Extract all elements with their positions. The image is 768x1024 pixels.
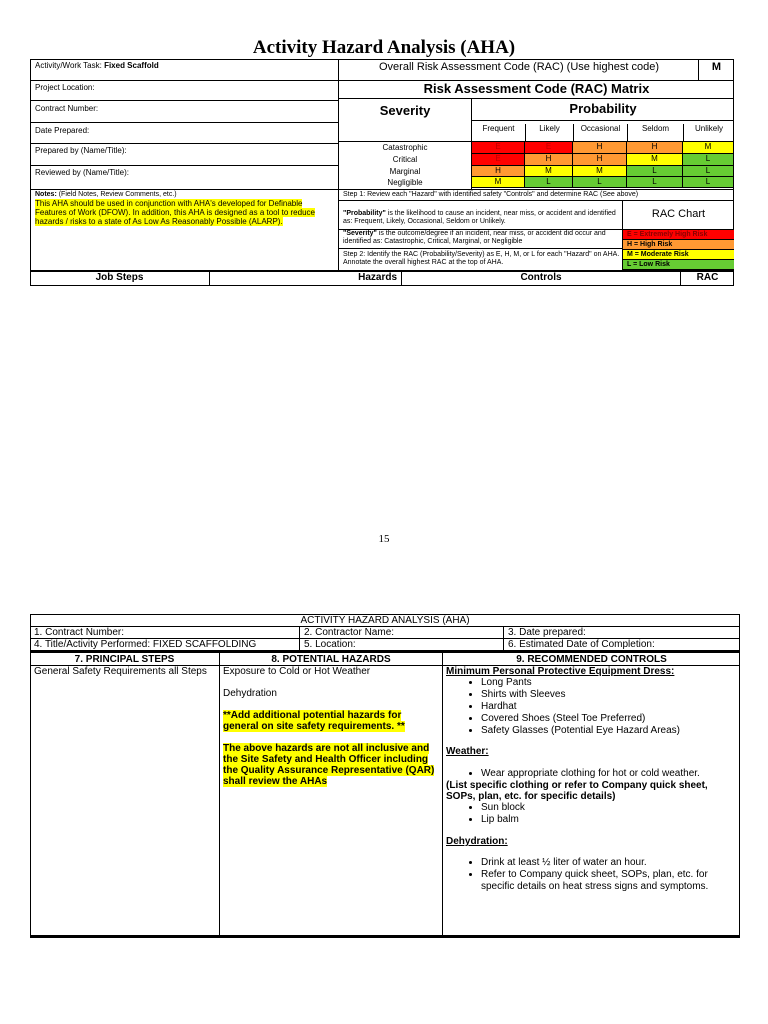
rac-cell: L [627,177,683,188]
hazard-item: Dehydration [223,688,277,699]
ppe-item: • Safety Glasses (Potential Eye Hazard Areas) [481,725,736,737]
notes-text [35,199,325,226]
principal-step: General Safety Requirements all Steps [34,666,207,677]
notes-heading [35,191,177,199]
dehydration-heading: Dehydration: [446,836,508,847]
divider [338,248,623,249]
divider [30,189,338,190]
step1-text: Step 1: Review each "Hazard" with identified safety "Controls" and determine RAC (See above) [343,191,639,198]
col-header-principal-steps: 7. PRINCIPAL STEPS [74,654,175,665]
hazard-note-text: **Add additional potential hazards for general on site safety requirements. ** [223,710,405,732]
ppe-heading: Minimum Personal Protective Equipment Dress: [446,666,675,677]
rac-cell: M [573,166,627,177]
reviewed-by-field[interactable]: Reviewed by (Name/Title): [35,168,129,177]
hazard-note [223,710,438,732]
notes-sub: (Field Notes, Review Comments, etc.) [56,191,177,198]
bottom-rule [30,935,740,938]
notes-text-highlight: This AHA should be used in conjunction with AHA's developed for Definable Features of Work (DFOW). In addition, this AHA is designed as a tool to reduce hazards / risks to a state of As Low As Reasonably Possible (ALARP). [35,199,315,226]
contractor-name-field[interactable]: 2. Contractor Name: [304,627,395,638]
rac-chart-title: RAC Chart [651,208,706,220]
weather-note: (List specific clothing or refer to Company quick sheet, SOPs, plan, etc. for specific details) [446,780,708,802]
rac-cell: H [573,154,627,166]
rac-chart-entry: H = High Risk [623,240,734,250]
col-header-controls: Controls [520,272,562,283]
rac-cell: L [573,177,627,188]
contract-number-field[interactable]: Contract Number: [35,104,99,113]
divider [503,626,504,650]
rac-cell: L [683,177,734,188]
probability-col-frequent: Frequent [482,124,515,133]
controls-column [446,666,736,893]
rac-chart-entry: L = Low Risk [623,260,734,270]
completion-date-field[interactable]: 6. Estimated Date of Completion: [508,639,655,650]
rac-cell: L [683,154,734,166]
project-location-field[interactable]: Project Location: [35,83,95,92]
weather-item: • Sun block [481,802,736,814]
probability-label: Probability [569,101,637,116]
divider [30,100,338,101]
divider [30,122,338,123]
col-header-potential-hazards: 8. POTENTIAL HAZARDS [271,654,391,665]
rac-cell: H [573,142,627,154]
divider [219,653,220,936]
severity-row-catastrophic: Catastrophic [382,143,428,152]
divider [30,650,740,653]
rac-cell: H [472,166,525,177]
probability-col-unlikely: Unlikely [683,124,734,141]
divider [30,165,338,166]
rac-cell: E [525,142,573,154]
page-number: 15 [378,533,390,545]
weather-item: • Lip balm [481,814,736,826]
hazard-item: Exposure to Cold or Hot Weather [223,666,371,677]
divider [442,653,443,936]
rac-cell: M [525,166,573,177]
ppe-item: • Long Pants [481,677,736,689]
divider [299,626,300,650]
rac-chart-entry: M = Moderate Risk [623,250,734,260]
rac-cell: L [627,166,683,177]
weather-item: • Wear appropriate clothing for hot or cold weather. [481,768,736,780]
page2-title: ACTIVITY HAZARD ANALYSIS (AHA) [300,615,470,626]
rac-chart-entry: E = Extremely High Risk [623,230,734,240]
rac-cell: E [472,154,525,166]
probability-def-bold: "Probability" [343,210,386,217]
overall-rac-value[interactable]: M [711,61,722,73]
weather-heading: Weather: [446,746,489,757]
severity-def-bold: "Severity" [343,230,377,237]
rac-cell: L [525,177,573,188]
rac-cell: M [683,142,734,154]
notes-label: Notes: [35,191,57,198]
step2-text: Step 2: Identify the RAC (Probability/Severity) as E, H, M, or L for each "Hazard" on AHA. Annotate the overall highest RAC at the top of AHA. [343,251,620,266]
rac-cell: H [627,142,683,154]
rac-cell: H [525,154,573,166]
col-header-recommended-controls: 9. RECOMMENDED CONTROLS [516,654,667,665]
ppe-list [446,677,736,737]
divider [338,200,734,201]
hazard-disclaimer [223,743,438,787]
weather-list [446,768,736,780]
weather-list2 [446,802,736,826]
severity-def-text: is the outcome/degree if an incident, near miss, or accident did occur and identified as: Catastrophic, Critical, Marginal, or Negligible [343,230,606,245]
ppe-item: • Covered Shoes (Steel Toe Preferred) [481,713,736,725]
rac-cell: E [472,142,525,154]
title-activity-field[interactable]: 4. Title/Activity Performed: FIXED SCAFFOLDING [34,639,257,650]
severity-row-negligible: Negligible [387,178,423,187]
probability-col-seldom: Seldom [627,124,683,141]
dehydration-item: • Refer to Company quick sheet, SOPs, plan, etc. for specific details on heat stress signs and symptoms. [481,869,736,893]
contract-number-field[interactable]: 1. Contract Number: [34,627,125,638]
severity-definition [343,230,621,246]
severity-row-marginal: Marginal [389,167,421,176]
divider [471,120,734,121]
col-header-job-steps: Job Steps [95,272,144,283]
col-header-hazards: Hazards [358,272,397,283]
col-header-rac: RAC [696,272,719,283]
divider [30,143,338,144]
probability-definition [343,210,621,226]
dehydration-list [446,857,736,893]
divider [338,98,734,99]
rac-cell: M [627,154,683,166]
dehydration-item: • Drink at least ½ liter of water an hour. [481,857,736,869]
rac-cell: L [683,166,734,177]
page-title: Activity Hazard Analysis (AHA) [252,37,516,58]
activity-field[interactable] [35,61,159,70]
rac-cell: M [472,177,525,188]
hazard-disclaimer-text: The above hazards are not all inclusive and the Site Safety and Health Officer including the Quality Assurance Representative (QAR) shall review the AHAs [223,743,435,787]
prepared-by-field[interactable]: Prepared by (Name/Title): [35,146,127,155]
divider [338,189,734,190]
matrix-title: Risk Assessment Code (RAC) Matrix [423,81,650,96]
probability-col-likely: Likely [525,124,573,141]
activity-label: Activity/Work Task: [35,61,105,70]
probability-col-occasional: Occasional [573,124,627,141]
ppe-item: • Hardhat [481,701,736,713]
severity-row-critical: Critical [392,155,418,164]
activity-value: Fixed Scaffold [104,61,159,70]
location-field[interactable]: 5. Location: [304,639,356,650]
overall-rac-label: Overall Risk Assessment Code (RAC) (Use highest code) [379,61,659,73]
ppe-item: • Shirts with Sleeves [481,689,736,701]
date-prepared-field[interactable]: 3. Date prepared: [508,627,586,638]
date-prepared-field[interactable]: Date Prepared: [35,126,90,135]
severity-label: Severity [379,103,431,118]
probability-def-text: is the likelihood to cause an incident, near miss, or accident and identified as: Frequent, Likely, Occasional, Seldom or Unlikely. [343,210,616,225]
